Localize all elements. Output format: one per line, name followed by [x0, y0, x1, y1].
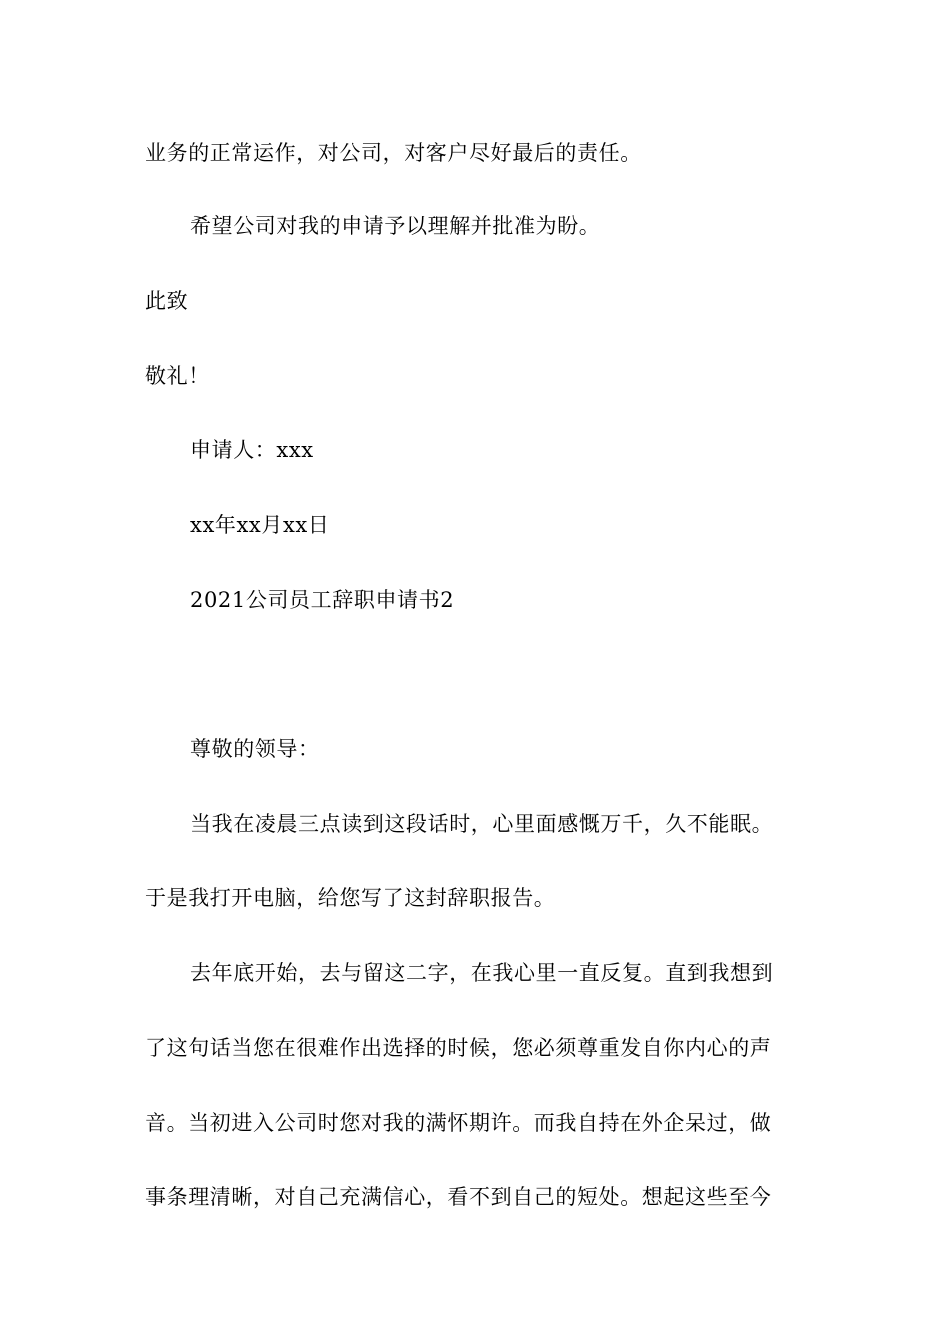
closing-salutation: 此致: [145, 289, 189, 313]
paragraph-line: 了这句话当您在很难作出选择的时候，您必须尊重发自你内心的声: [145, 1036, 772, 1060]
paragraph-line: 希望公司对我的申请予以理解并批准为盼。: [190, 214, 601, 238]
signature-date: xx年xx月xx日: [190, 513, 330, 537]
applicant-signature: 申请人：xxx: [190, 438, 314, 462]
paragraph-line: 音。当初进入公司时您对我的满怀期许。而我自持在外企呆过，做: [145, 1111, 772, 1135]
paragraph-line: 事条理清晰，对自己充满信心，看不到自己的短处。想起这些至今: [145, 1185, 772, 1209]
section-title: 2021公司员工辞职申请书2: [190, 588, 455, 612]
paragraph-line: 去年底开始，去与留这二字，在我心里一直反复。直到我想到: [190, 961, 774, 985]
letter-greeting: 尊敬的领导：: [190, 737, 320, 761]
closing-regards: 敬礼！: [145, 364, 210, 388]
paragraph-line: 业务的正常运作，对公司，对客户尽好最后的责任。: [145, 141, 642, 165]
paragraph-line: 当我在凌晨三点读到这段话时，心里面感慨万千，久不能眠。: [190, 812, 774, 836]
paragraph-line: 于是我打开电脑，给您写了这封辞职报告。: [145, 886, 556, 910]
